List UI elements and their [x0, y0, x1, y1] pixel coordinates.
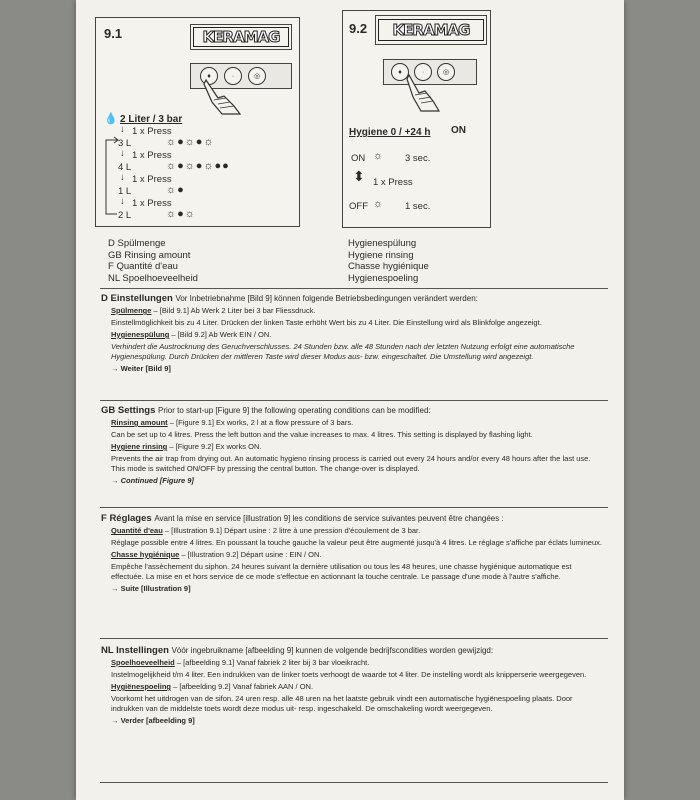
loop-bracket	[102, 132, 120, 220]
water-drop-button: ♦	[391, 63, 409, 81]
legend-item: Hygienespülung	[348, 238, 417, 249]
keramag-logo: KERAMAG	[193, 27, 289, 47]
section-title: D Einstellungen	[101, 293, 173, 304]
section-gb	[101, 405, 606, 486]
term-text: Voorkomt het uitdrogen van de sifon. 24 uren resp. alle 48 uren na het laatste gebruik vindt een automatische hygiënespoeling plaats. Door indrukken van de middelste toets wordt deze modus uit- resp. ingeschakeld. De omschakeling wordt weergegeven.	[111, 694, 573, 713]
continue-note: → Continued [Figure 9]	[111, 476, 194, 485]
section-title: NL Instellingen	[101, 645, 169, 656]
off-label: OFF	[349, 201, 368, 212]
continue-note: → Suite [Illustration 9]	[111, 584, 191, 593]
section-intro: Vor Inbetriebnahme [Bild 9] können folgende Betriebsbedingungen verändert werden:	[175, 294, 478, 303]
blink-pattern-3l: ☼●☼●☼	[166, 136, 215, 148]
term: Chasse hygiénique	[111, 550, 180, 559]
legend-item: Chasse hygiénique	[348, 261, 429, 272]
term: Hygienespülung	[111, 330, 170, 339]
step-3l-label: 3 L	[118, 138, 132, 149]
term: Quantité d'eau	[111, 526, 163, 535]
blink-pattern-4l: ☼●☼●☼●●	[166, 160, 230, 172]
term-detail: – [afbeelding 9.1] Vanaf fabriek 2 liter bij 3 bar vloeikracht.	[174, 658, 370, 667]
term-text: Prevents the air trap from drying out. An automatic hygieno rinsing process is carried out every 24 hours and/or every 48 hours after the last use. This mode is switched ON/OFF by pressing the central button. The change-over is displayed.	[111, 454, 591, 473]
divider	[100, 400, 608, 401]
term-text: Réglage possible entre 4 litres. En poussant la touche gauche la valeur peut être augmenté jusqu'à 4 litres. Le réglage s'affiche par éclats lumineux.	[111, 538, 602, 547]
divider	[100, 507, 608, 508]
pointing-hand-icon	[200, 76, 244, 116]
section-intro: Prior to start-up [Figure 9] the following operating conditions can be modified:	[158, 406, 431, 415]
term-detail: – [afbeelding 9.2] Vanaf fabriek AAN / ON.	[171, 682, 314, 691]
legend-item: Hygienespoeling	[348, 272, 419, 284]
figure-number: 9.1	[104, 26, 123, 41]
section-fr	[101, 513, 606, 594]
figure-9-1	[95, 17, 300, 227]
legend-item: F Quantité d'eau	[108, 261, 178, 272]
term-text: Einstellmöglichkeit bis zu 4 Liter. Drücken der linken Taste erhöht Wert bis zu 4 Liter. Die Einstellung wird als Blinkfolge angezeigt.	[111, 318, 542, 327]
logo-frame	[375, 15, 487, 45]
term-detail: – [Figure 9.2] Ex works ON.	[167, 442, 262, 451]
step-1l-label: 1 L	[118, 186, 132, 197]
blink-pattern-2l: ☼●☼	[166, 208, 196, 220]
water-drops-icon: 💧	[104, 113, 118, 125]
section-title: GB Settings	[101, 405, 156, 416]
up-down-arrow-icon: ⬍	[353, 168, 365, 184]
figure-9-2	[342, 10, 491, 228]
term: Rinsing amount	[111, 418, 168, 427]
down-arrow-icon: ↓	[120, 148, 125, 159]
section-nl	[101, 645, 606, 726]
off-duration: 1 sec.	[405, 201, 431, 212]
term-text: Instelmogelijkheid t/m 4 liter. Een indrukken van de linker toets verhoogt de waarde tot 4 liter. De instelling wordt als knipperserie weergegeven.	[111, 670, 587, 679]
hygiene-heading: Hygiene 0 / +24 h	[349, 127, 431, 138]
section-title: F Réglages	[101, 513, 152, 524]
term-text: Empêche l'assèchement du siphon. 24 heures suivant la dernière utilisation ou tous les 48 heures, une chasse hygiénique automatique est effectuée. La mise en et hors service de ce mode s'effectue en actionnant la touche centrale. Le passage d'une mode à l'autre s'affiche.	[111, 562, 572, 581]
divider	[100, 638, 608, 639]
pointing-hand-icon	[403, 73, 443, 113]
press-label: 1 x Press	[373, 177, 413, 188]
hygiene-button: ·	[414, 63, 432, 81]
default-setting: 2 Liter / 3 bar	[120, 114, 183, 125]
flush-button: ◎	[437, 63, 455, 81]
figure-number: 9.2	[349, 21, 368, 36]
term-detail: – [Bild 9.2] Ab Werk EIN / ON.	[169, 330, 272, 339]
keramag-logo: KERAMAG	[378, 19, 484, 41]
term: Spoelhoeveelheid	[111, 658, 175, 667]
blink-pattern-1l: ☼●	[166, 184, 185, 196]
hygiene-state: ON	[451, 125, 466, 136]
legend-item: D Spülmenge	[108, 238, 166, 249]
step-2l-label: 2 L	[118, 210, 132, 221]
continue-note: → Weiter [Bild 9]	[111, 364, 171, 373]
section-intro: Avant la mise en service [illustration 9] les conditions de service suivantes peuvent être changées :	[154, 514, 504, 523]
flush-button: ◎	[248, 67, 266, 85]
step-3-press: 1 x Press	[132, 174, 172, 185]
blink-icon: ☼	[373, 150, 385, 162]
on-duration: 3 sec.	[405, 153, 431, 164]
blink-icon: ☼	[373, 198, 385, 210]
legend-left	[108, 238, 198, 284]
term: Hygiënespoeling	[111, 682, 172, 691]
instruction-sheet	[76, 0, 624, 800]
section-intro: Vóór ingebruikname [afbeelding 9] kunnen de volgende bedrijfscondities worden gewijzigd:	[171, 646, 494, 655]
legend-right	[348, 238, 429, 284]
down-arrow-icon: ↓	[120, 196, 125, 207]
down-arrow-icon: ↓	[120, 172, 125, 183]
hygiene-button: ·	[224, 67, 242, 85]
step-1-press: 1 x Press	[132, 126, 172, 137]
step-4l-label: 4 L	[118, 162, 132, 173]
term-detail: – [Figure 9.1] Ex works, 2 l at a flow pressure of 3 bars.	[167, 418, 354, 427]
logo-frame	[190, 24, 292, 50]
legend-item: GB Rinsing amount	[108, 249, 191, 261]
divider	[100, 782, 608, 783]
term-detail: – [Bild 9.1] Ab Werk 2 Liter bei 3 bar Fliessdruck.	[151, 306, 316, 315]
legend-item: NL Spoelhoeveelheid	[108, 272, 198, 284]
term-text: Verhindert die Austrocknung des Geruchverschlusses. 24 Stunden bzw. alle 48 Stunden nach der letzten Nutzung erfolgt eine automatische Hygienespülung. Durch Drücken der mittleren Taste wird dieser Modus aus- bzw. eingeschaltet. Die Umstellung wird angezeigt.	[111, 342, 575, 361]
on-label: ON	[351, 153, 366, 164]
term: Spülmenge	[111, 306, 152, 315]
term: Hygiene rinsing	[111, 442, 168, 451]
legend-item: Hygiene rinsing	[348, 249, 414, 261]
term-detail: – [Illustration 9.1] Départ usine : 2 litre à une pression d'écoulement de 3 bar.	[162, 526, 421, 535]
water-drop-button: ♦	[200, 67, 218, 85]
down-arrow-icon: ↓	[120, 124, 125, 135]
term-detail: – [Illustration 9.2] Départ usine : EIN / ON.	[179, 550, 322, 559]
term-text: Can be set up to 4 litres. Press the left button and the value increases to max. 4 litres. This setting is displayed by flashing light.	[111, 430, 533, 439]
section-de	[101, 293, 606, 374]
step-2-press: 1 x Press	[132, 150, 172, 161]
step-4-press: 1 x Press	[132, 198, 172, 209]
continue-note: → Verder [afbeelding 9]	[111, 716, 195, 725]
divider	[100, 288, 608, 289]
